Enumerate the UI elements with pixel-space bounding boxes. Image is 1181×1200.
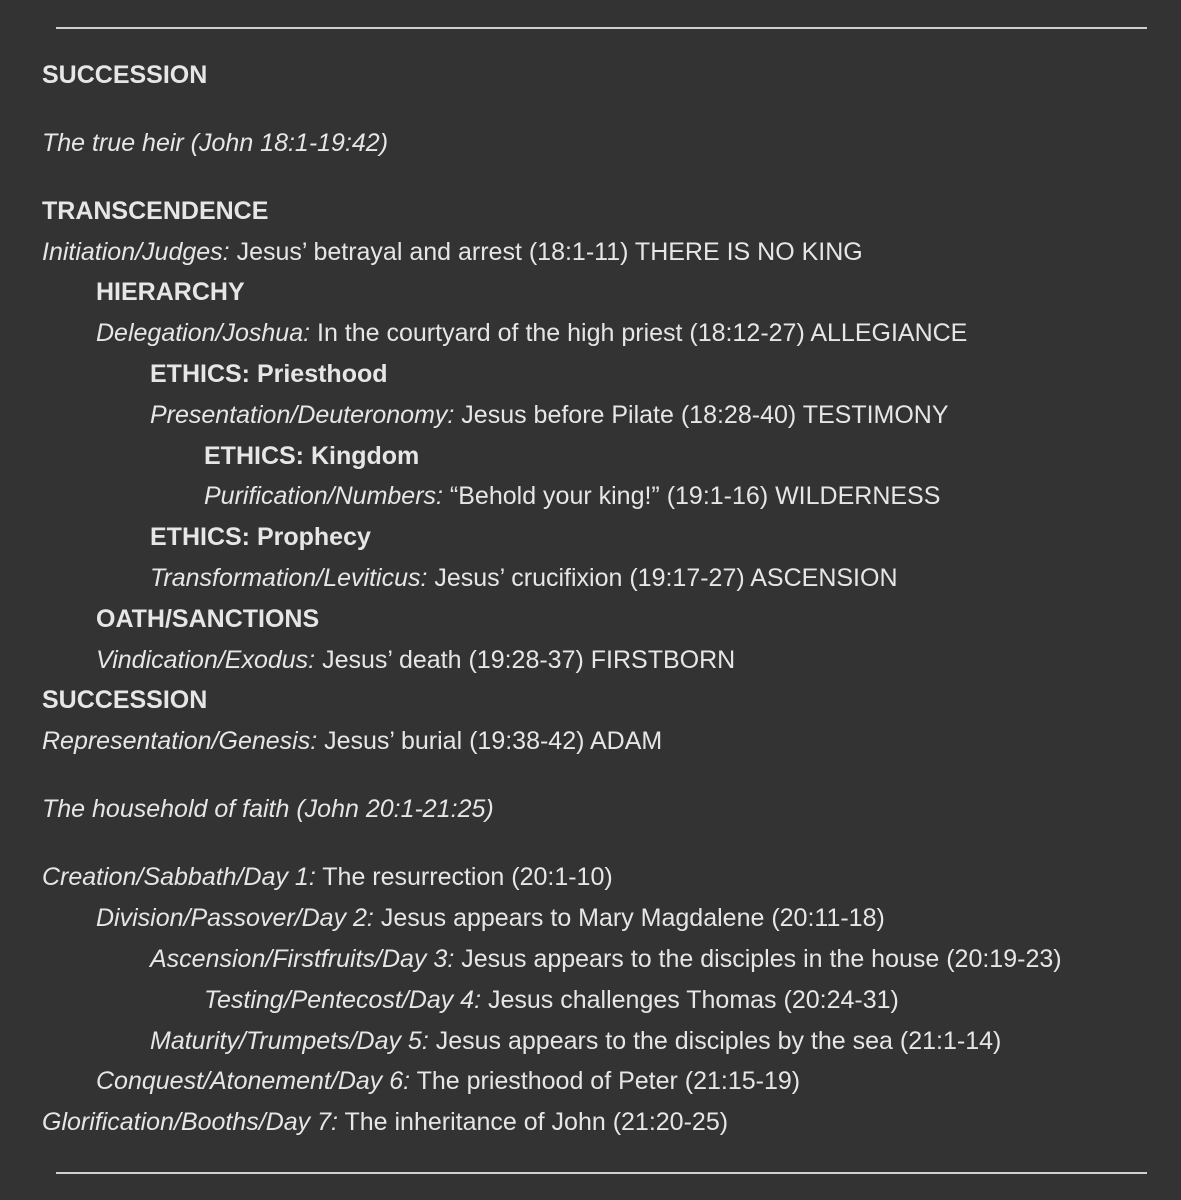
entry-text: Jesus’ burial (19:38-42) ADAM	[317, 727, 663, 755]
bottom-divider	[56, 1172, 1147, 1174]
entry-label: Initiation/Judges:	[42, 238, 230, 266]
entry-text: In the courtyard of the high priest (18:12-27) ALLEGIANCE	[310, 319, 968, 347]
entry-delegation-joshua	[96, 318, 967, 348]
entry-vindication-exodus	[96, 645, 735, 675]
heading-succession: SUCCESSION	[42, 686, 208, 714]
entry-day-4	[204, 985, 899, 1015]
entry-text: The priesthood of Peter (21:15-19)	[410, 1067, 801, 1095]
entry-day-3	[150, 944, 1062, 974]
entry-day-5	[150, 1026, 1001, 1056]
entry-label: Transformation/Leviticus:	[150, 564, 428, 592]
entry-day-6	[96, 1066, 800, 1096]
entry-label: Representation/Genesis:	[42, 727, 318, 755]
entry-label: Conquest/Atonement/Day 6:	[96, 1067, 411, 1095]
heading-hierarchy: HIERARCHY	[96, 278, 245, 306]
entry-text: The inheritance of John (21:20-25)	[337, 1108, 729, 1136]
entry-text: Jesus’ crucifixion (19:17-27) ASCENSION	[427, 564, 898, 592]
entry-label: Maturity/Trumpets/Day 5:	[150, 1027, 429, 1055]
entry-text: Jesus appears to the disciples by the sea (21:1-14)	[428, 1027, 1002, 1055]
heading-ethics-priesthood: ETHICS: Priesthood	[150, 360, 388, 388]
entry-day-1	[42, 862, 613, 892]
entry-day-2	[96, 903, 885, 933]
entry-label: Vindication/Exodus:	[96, 646, 316, 674]
entry-text: Jesus’ betrayal and arrest (18:1-11) THERE IS NO KING	[229, 238, 863, 266]
entry-label: Purification/Numbers:	[204, 482, 443, 510]
entry-text: “Behold your king!” (19:1-16) WILDERNESS	[442, 482, 941, 510]
entry-text: Jesus before Pilate (18:28-40) TESTIMONY	[454, 401, 949, 429]
entry-presentation-deuteronomy	[150, 400, 949, 430]
section-heading-succession: SUCCESSION	[42, 61, 208, 89]
entry-label: Delegation/Joshua:	[96, 319, 311, 347]
entry-purification-numbers	[204, 481, 940, 511]
entry-initiation-judges	[42, 237, 863, 267]
heading-oath-sanctions: OATH/SANCTIONS	[96, 605, 320, 633]
entry-label: Glorification/Booths/Day 7:	[42, 1108, 338, 1136]
heading-ethics-prophecy: ETHICS: Prophecy	[150, 523, 371, 551]
entry-label: Division/Passover/Day 2:	[96, 904, 374, 932]
entry-label: Creation/Sabbath/Day 1:	[42, 863, 316, 891]
entry-label: Testing/Pentecost/Day 4:	[204, 986, 482, 1014]
entry-representation-genesis	[42, 726, 662, 756]
top-divider	[56, 27, 1147, 29]
heading-ethics-kingdom: ETHICS: Kingdom	[204, 442, 420, 470]
entry-text: Jesus’ death (19:28-37) FIRSTBORN	[315, 646, 736, 674]
section-title-true-heir: The true heir (John 18:1-19:42)	[42, 129, 389, 157]
section-title-household-of-faith: The household of faith (John 20:1-21:25)	[42, 795, 494, 823]
entry-day-7	[42, 1107, 728, 1137]
entry-text: Jesus appears to Mary Magdalene (20:11-18)	[373, 904, 885, 932]
entry-label: Presentation/Deuteronomy:	[150, 401, 455, 429]
entry-transformation-leviticus	[150, 563, 898, 593]
entry-text: Jesus appears to the disciples in the house (20:19-23)	[454, 945, 1062, 973]
heading-transcendence: TRANSCENDENCE	[42, 197, 269, 225]
entry-text: The resurrection (20:1-10)	[315, 863, 613, 891]
entry-label: Ascension/Firstfruits/Day 3:	[150, 945, 455, 973]
entry-text: Jesus challenges Thomas (20:24-31)	[481, 986, 899, 1014]
